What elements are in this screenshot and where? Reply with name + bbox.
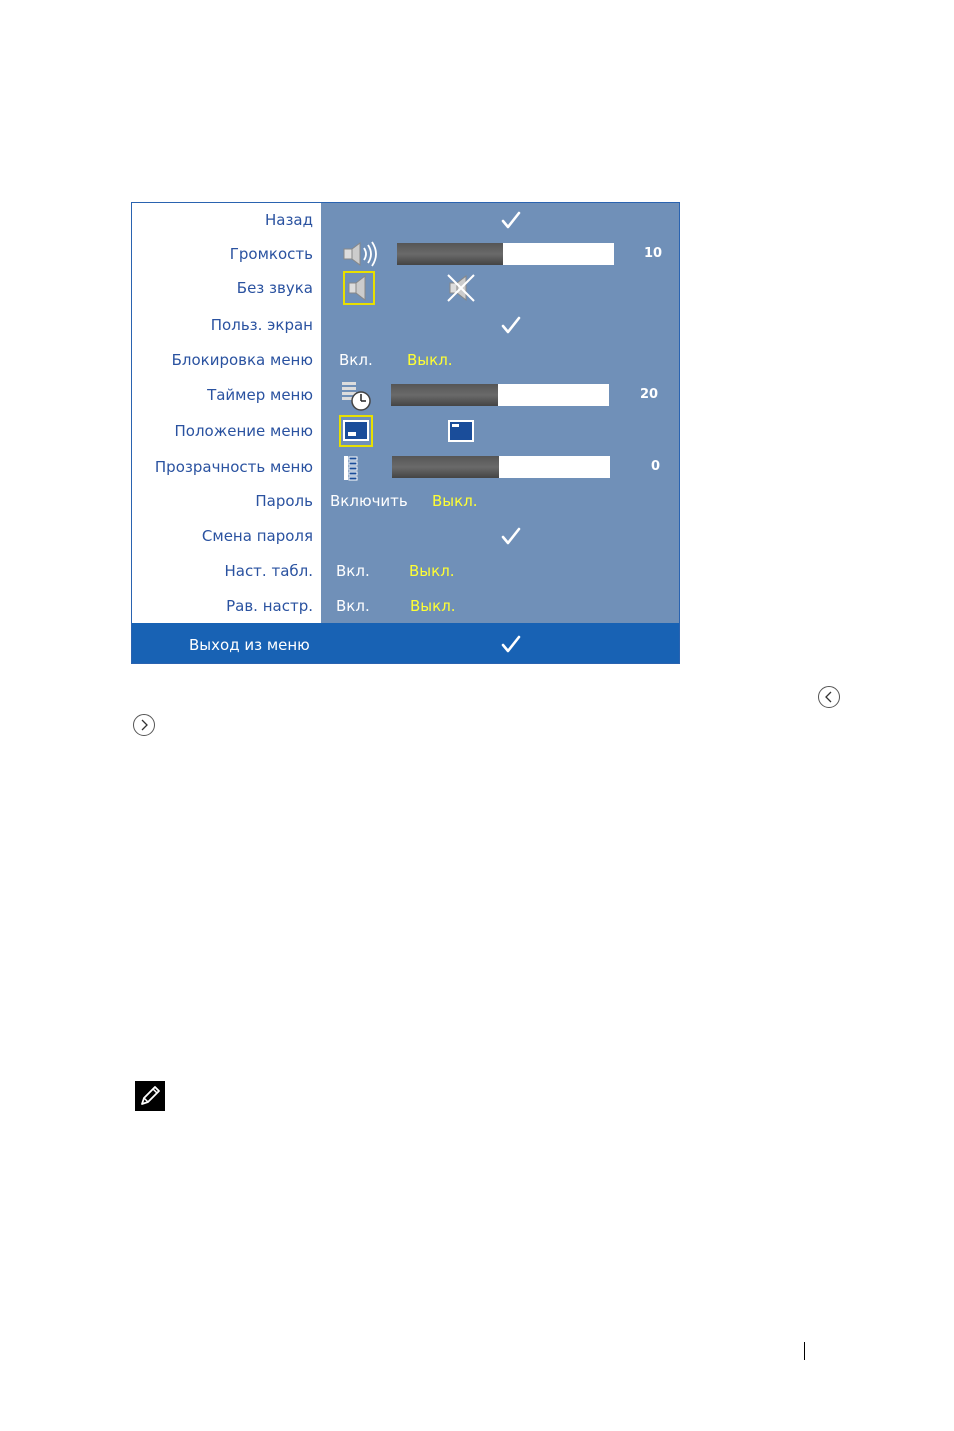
left-arrow-button-icon	[817, 685, 841, 709]
menu-row-label: Таймер меню	[207, 386, 313, 404]
menu-timer-bar[interactable]	[391, 384, 609, 406]
osd-menu	[131, 202, 680, 664]
menu-transparency-bar[interactable]	[392, 456, 610, 478]
checkmark-icon[interactable]	[498, 631, 524, 657]
transparency-icon	[342, 455, 360, 481]
volume-value: 10	[644, 246, 663, 261]
test-pattern-off-option[interactable]: Выкл.	[409, 562, 455, 580]
factory-reset-off-option[interactable]: Выкл.	[410, 597, 456, 615]
menu-position-icon[interactable]	[339, 415, 373, 447]
menu-row-custom-screen[interactable]	[132, 308, 679, 342]
menu-row-exit[interactable]	[132, 623, 679, 663]
speaker-icon[interactable]	[343, 271, 375, 305]
menu-transparency-value: 0	[651, 459, 661, 474]
menu-timer-icon	[340, 380, 372, 412]
menu-row-label: Без звука	[236, 279, 313, 297]
speaker-muted-icon[interactable]	[444, 272, 478, 304]
menu-row-volume[interactable]	[132, 237, 679, 271]
menu-lock-off-option[interactable]: Выкл.	[407, 351, 453, 369]
right-arrow-button-icon	[132, 713, 156, 737]
volume-bar[interactable]	[397, 243, 614, 265]
menu-row-factory-reset[interactable]	[132, 589, 679, 623]
menu-position-icon[interactable]	[448, 420, 474, 442]
checkmark-icon[interactable]	[498, 207, 524, 233]
menu-lock-on-option[interactable]: Вкл.	[339, 351, 373, 369]
menu-transparency-bar-fill	[392, 456, 499, 478]
menu-row-menu-lock[interactable]	[132, 343, 679, 377]
menu-row-menu-transparency[interactable]	[132, 450, 679, 484]
exit-menu-label: Выход из меню	[189, 636, 310, 654]
menu-row-change-password[interactable]	[132, 519, 679, 553]
speaker-volume-icon	[342, 239, 382, 269]
menu-row-back[interactable]	[132, 203, 679, 237]
test-pattern-on-option[interactable]: Вкл.	[336, 562, 370, 580]
menu-row-label: Смена пароля	[201, 527, 313, 545]
menu-row-mute[interactable]	[132, 271, 679, 305]
menu-row-label: Пароль	[255, 492, 313, 510]
checkmark-icon[interactable]	[498, 312, 524, 338]
menu-row-password[interactable]	[132, 484, 679, 518]
factory-reset-on-option[interactable]: Вкл.	[336, 597, 370, 615]
checkmark-icon[interactable]	[498, 523, 524, 549]
menu-row-label: Рав. настр.	[226, 597, 313, 615]
menu-row-menu-timer[interactable]	[132, 378, 679, 412]
menu-row-label: Наст. табл.	[224, 562, 313, 580]
menu-row-label: Назад	[264, 211, 313, 229]
password-enable-option[interactable]: Включить	[330, 492, 408, 510]
menu-row-test-pattern[interactable]	[132, 554, 679, 588]
menu-row-menu-position[interactable]	[132, 414, 679, 448]
menu-row-label: Громкость	[229, 245, 313, 263]
menu-row-label: Польз. экран	[210, 316, 313, 334]
password-off-option[interactable]: Выкл.	[432, 492, 478, 510]
note-pencil-icon	[135, 1081, 165, 1111]
volume-bar-fill	[397, 243, 503, 265]
menu-row-label: Блокировка меню	[171, 351, 313, 369]
menu-row-label: Положение меню	[174, 422, 313, 440]
menu-row-label: Прозрачность меню	[154, 458, 313, 476]
menu-timer-value: 20	[640, 387, 659, 402]
menu-timer-bar-fill	[391, 384, 498, 406]
page-divider-mark	[804, 1342, 805, 1360]
